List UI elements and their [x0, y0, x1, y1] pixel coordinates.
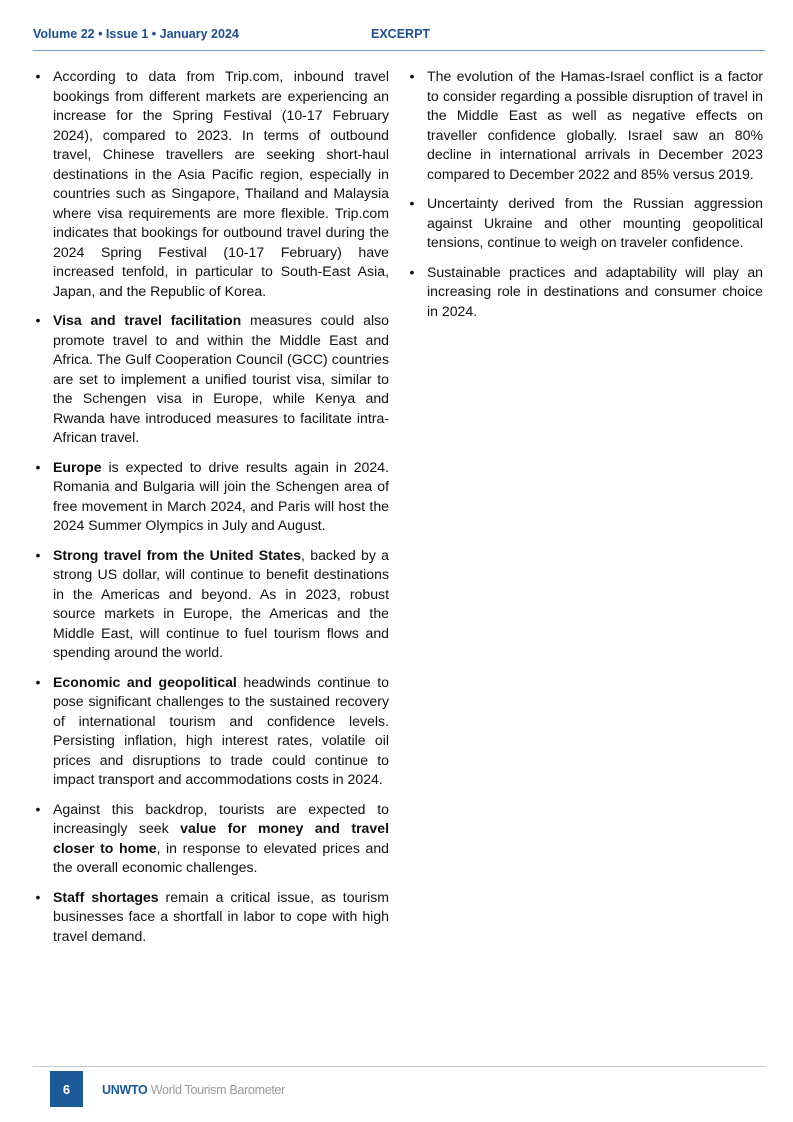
bullet-icon: • — [35, 888, 41, 905]
bullet-text: measures could also promote travel to and within the Middle East and Africa. The Gulf Cooperation Council (GCC) countries are set to implement a unified tourist visa, similar to the Schengen visa in Europe, while Kenya and Rwanda have introduced measures to facilitate intra-African travel. — [53, 312, 389, 445]
bullet-icon: • — [409, 263, 415, 280]
bullet-icon: • — [409, 195, 415, 211]
left-column — [33, 67, 389, 956]
bullet-icon: • — [35, 800, 41, 817]
right-bullet-list — [407, 67, 763, 321]
bullet-text: , in response to elevated prices and the overall economic challenges. — [53, 839, 389, 875]
footer-divider — [33, 1066, 765, 1067]
bullet-item — [407, 194, 763, 253]
excerpt-label: EXCERPT — [371, 27, 431, 41]
bullet-icon: • — [35, 673, 41, 690]
bullet-text: Sustainable practices and adaptability will play an increasing role in destinations and consumer choice in 2024. — [427, 263, 763, 319]
issue-info: Volume 22 • Issue 1 • January 2024 — [33, 27, 239, 41]
bullet-item — [33, 888, 389, 947]
bullet-text: , backed by a strong US dollar, will continue to benefit destinations in the Americas and beyond. As in 2023, robust source markets in Europe, the Americas and the Middle East, will continue to fuel tourism flows and spending around the world. — [53, 546, 389, 660]
bullet-text: is expected to drive results again in 2024. Romania and Bulgaria will join the Schengen area of free movement in March 2024, and Paris will host the 2024 Summer Olympics in July and August. — [53, 458, 389, 533]
bullet-text: According to data from Trip.com, inbound travel bookings from different markets are experiencing an increase for the Spring Festival (10-17 February 2024), compared to 2023. In terms of outbound travel, Chinese travellers are seeking short-haul destinations in the Asia Pacific region, especially in countries such as Singapore, Thailand and Malaysia where visa requirements are more flexible. Trip.com indicates that bookings for outbound travel during the 2024 Spring Festival (10-17 February) have increased tenfold, in particular to South-East Asia, Japan, and the Republic of Korea. — [53, 68, 389, 299]
bullet-item — [33, 546, 389, 663]
footer-publication: World Tourism Barometer — [150, 1083, 286, 1097]
page-number: 6 — [50, 1071, 83, 1107]
footer-brand — [102, 1083, 285, 1097]
bullet-icon: • — [35, 546, 41, 563]
bullet-item — [33, 311, 389, 448]
bullet-text: Uncertainty derived from the Russian aggression against Ukraine and other mounting geopolitical tensions, continue to weigh on traveler confidence. — [427, 195, 763, 250]
footer-org: UNWTO — [102, 1083, 148, 1097]
page-header — [33, 26, 765, 51]
bullet-item — [407, 67, 763, 184]
left-bullet-list — [33, 67, 389, 946]
bullet-icon: • — [35, 68, 41, 84]
bullet-emphasis: Staff shortages — [53, 888, 159, 905]
bullet-emphasis: value for money and travel closer to home — [53, 820, 389, 856]
bullet-emphasis: Visa and travel facilitation — [53, 312, 242, 328]
bullet-text: headwinds continue to pose significant challenges to the sustained recovery of international tourism and confidence levels. Persisting inflation, high interest rates, volatile oil prices and disruptions to trade could continue to impact transport and accommodations costs in 2024. — [53, 673, 389, 787]
bullet-emphasis: Europe — [53, 458, 102, 475]
bullet-icon: • — [35, 458, 41, 475]
bullet-emphasis: Strong travel from the United States — [53, 546, 302, 563]
bullet-text: Against this backdrop, tourists are expected to increasingly seek — [53, 800, 389, 836]
bullet-text: remain a critical issue, as tourism businesses face a shortfall in labor to cope with high travel demand. — [53, 888, 389, 944]
bullet-item — [33, 800, 389, 878]
bullet-text: The evolution of the Hamas-Israel conflict is a factor to consider regarding a possible disruption of travel in the Middle East as well as negative effects on traveller confidence globally. Israel saw an 80% decline in international arrivals in December 2023 compared to December 2022 and 85% versus 2019. — [427, 68, 763, 182]
right-column — [407, 67, 763, 331]
bullet-icon: • — [409, 68, 415, 84]
bullet-item — [33, 458, 389, 536]
bullet-item — [407, 263, 763, 322]
bullet-item — [33, 673, 389, 790]
bullet-item — [33, 67, 389, 301]
bullet-icon: • — [35, 312, 41, 328]
bullet-emphasis: Economic and geopolitical — [53, 673, 237, 690]
